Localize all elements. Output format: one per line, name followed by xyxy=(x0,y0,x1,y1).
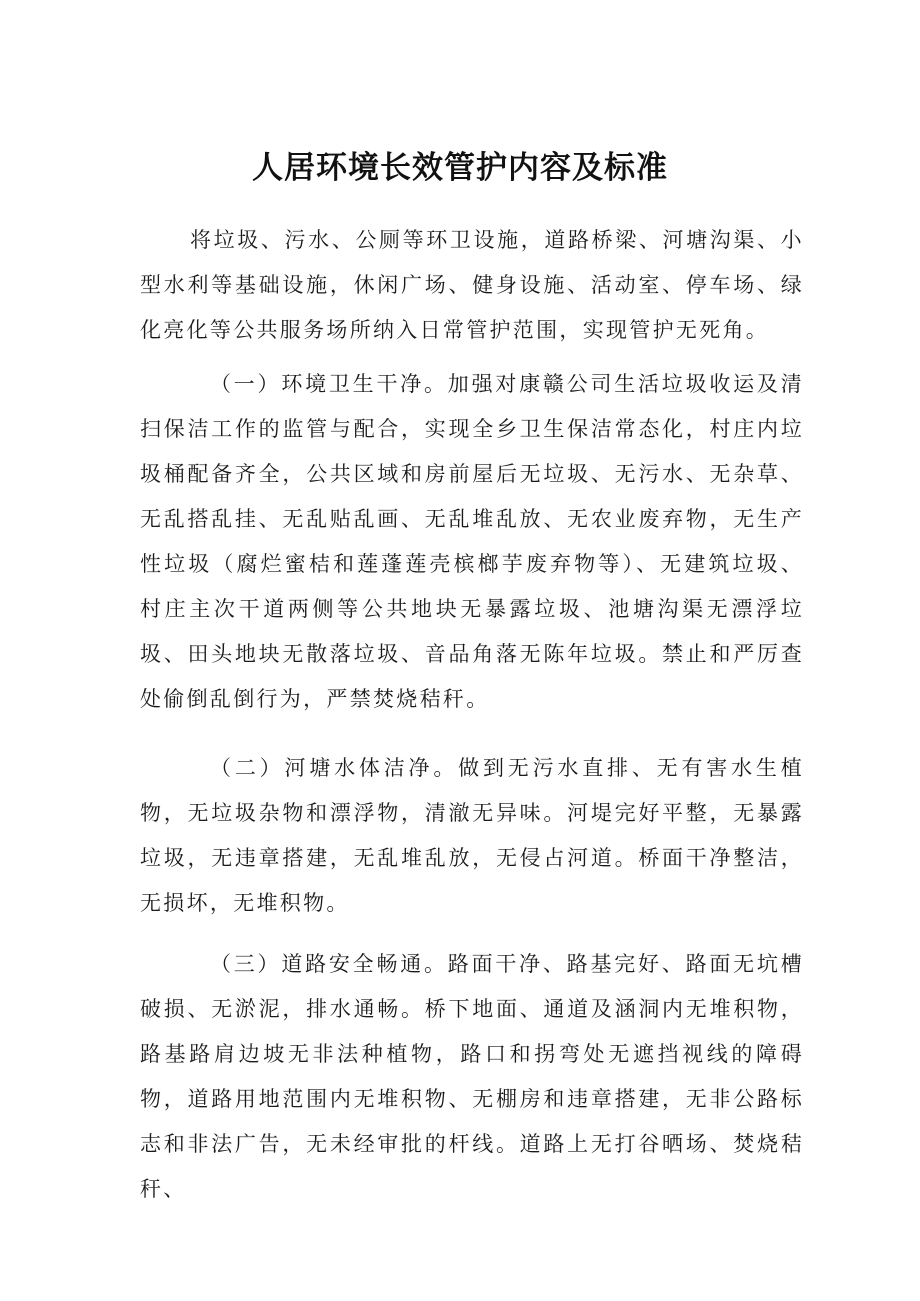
document-title: 人居环境长效管护内容及标准 xyxy=(252,150,668,186)
section-1-paragraph: （一）环境卫生干净。加强对康赣公司生活垃圾收运及清扫保洁工作的监管与配合，实现全乡卫生保洁常态化，村庄内垃圾桶配备齐全，公共区域和房前屋后无垃圾、无污水、无杂草、无乱搭乱挂、无乱贴乱画、无乱堆乱放、无农业废弃物，无生产性垃圾（腐烂蜜桔和莲蓬莲壳槟榔芋废弃物等）、无建筑垃圾、村庄主次干道两侧等公共地块无暴露垃圾、池塘沟渠无漂浮垃圾、田头地块无散落垃圾、音品角落无陈年垃圾。禁止和严厉查处偷倒乱倒行为，严禁焚烧秸秆。 xyxy=(140,372,804,711)
intro-paragraph: 将垃圾、污水、公厕等环卫设施，道路桥梁、河塘沟渠、小型水利等基础设施，休闲广场、健身设施、活动室、停车场、绿化亮化等公共服务场所纳入日常管护范围，实现管护无死角。 xyxy=(140,228,804,342)
section-2-paragraph: （二）河塘水体洁净。做到无污水直排、无有害水生植物，无垃圾杂物和漂浮物，清澈无异味。河堤完好平整，无暴露垃圾，无违章搭建，无乱堆乱放，无侵占河道。桥面干净整洁，无损坏，无堆积物。 xyxy=(140,756,804,915)
section-3-paragraph: （三）道路安全畅通。路面干净、路基完好、路面无坑槽破损、无淤泥，排水通畅。桥下地面、通道及涵洞内无堆积物，路基路肩边坡无非法种植物，路口和拐弯处无遮挡视线的障碍物，道路用地范围内无堆积物、无棚房和违章搭建，无非公路标志和非法广告，无未经审批的杆线。道路上无打谷晒场、焚烧秸秆、 xyxy=(140,952,804,1201)
